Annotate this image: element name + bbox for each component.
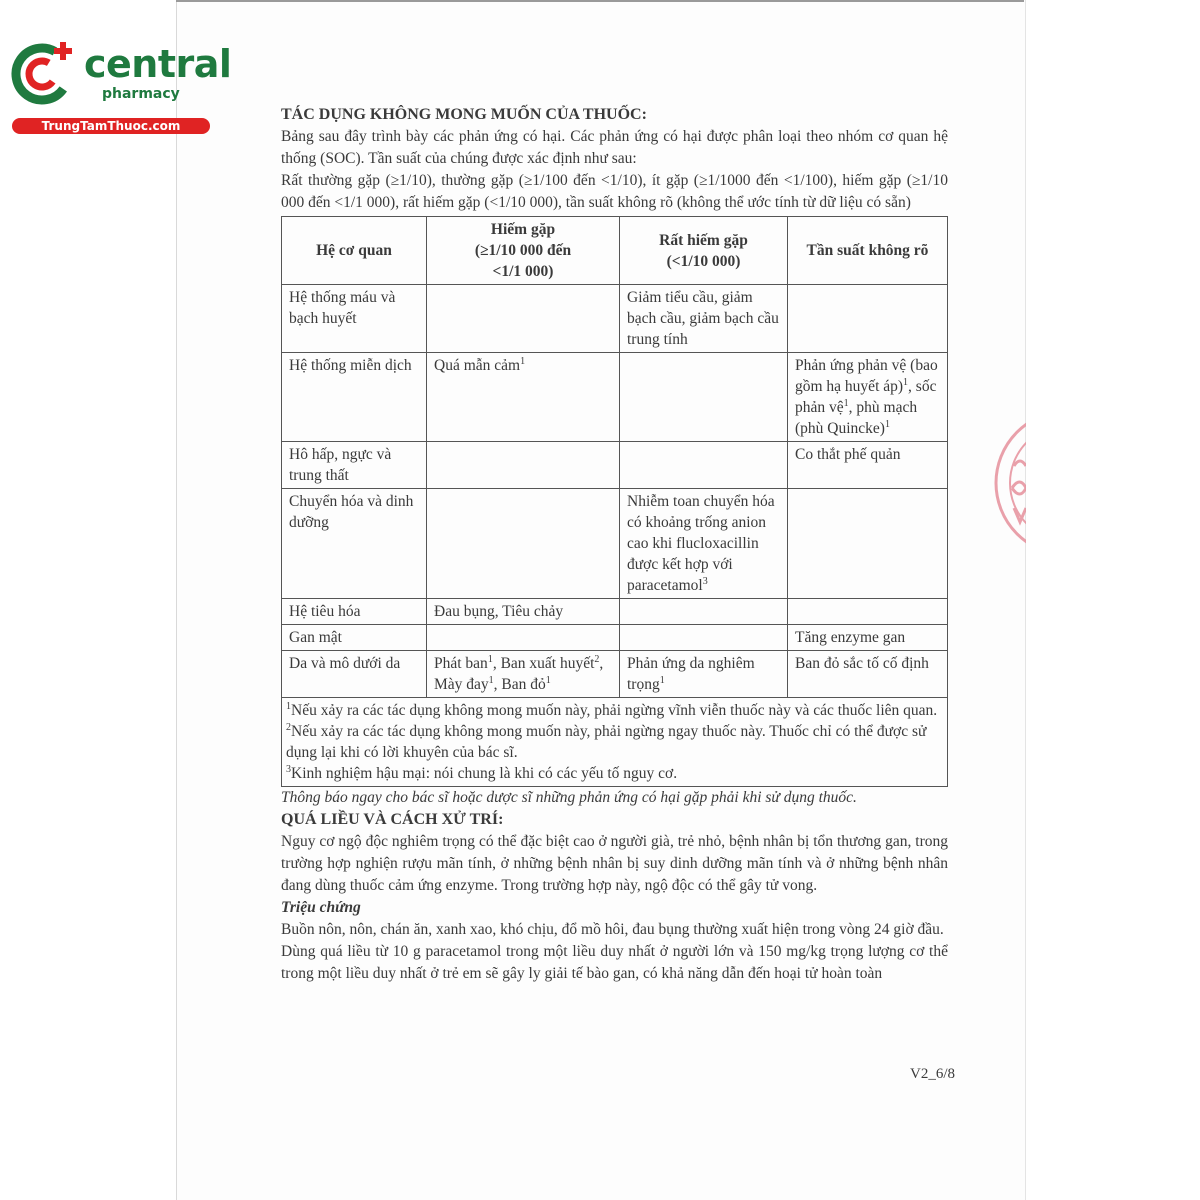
cell-unknown: Tăng enzyme gan xyxy=(788,625,948,651)
logo-brand-text: central xyxy=(84,42,232,86)
cell-very-rare: Giảm tiểu cầu, giảm bạch cầu, giảm bạch cầu trung tính xyxy=(620,285,788,353)
table-header-row xyxy=(282,217,948,285)
cell-very-rare: Nhiễm toan chuyển hóa có khoảng trống anion cao khi flucloxacillin được kết hợp với paracetamol$^3$ xyxy=(620,489,788,599)
page-top-edge xyxy=(176,0,1024,2)
page-number: V2_6/8 xyxy=(910,1066,955,1082)
table-row xyxy=(282,625,948,651)
cell-organ: Hệ thống máu và bạch huyết xyxy=(282,285,427,353)
document-content xyxy=(281,104,948,985)
symptoms-title: Triệu chứng xyxy=(281,899,361,916)
cell-organ: Da và mô dưới da xyxy=(282,651,427,698)
pharmacy-cross-logo-icon xyxy=(10,38,80,108)
cell-rare xyxy=(427,489,620,599)
intro-paragraph: Bảng sau đây trình bày các phản ứng có hại. Các phản ứng có hại được phân loại theo nhóm cơ quan hệ thống (SOC). Tần suất của chúng được xác định như sau: xyxy=(281,128,948,167)
cell-organ: Hệ thống miễn dịch xyxy=(282,353,427,442)
table-row xyxy=(282,353,948,442)
section-title-overdose: QUÁ LIỀU VÀ CÁCH XỬ TRÍ: xyxy=(281,811,504,828)
footnote-2: $^2$Nếu xảy ra các tác dụng không mong muốn này, phải ngừng ngay thuốc này. Thuốc chỉ có thể được sử dụng lại khi có lời khuyên của bác sĩ. xyxy=(286,721,927,761)
cell-organ: Gan mật xyxy=(282,625,427,651)
table-row xyxy=(282,285,948,353)
footnotes-cell xyxy=(282,698,948,787)
table-row xyxy=(282,651,948,698)
cell-rare xyxy=(427,285,620,353)
footnote-3: $^3$Kinh nghiệm hậu mại: nói chung là khi có các yếu tố nguy cơ. xyxy=(286,763,678,782)
footnote-1: $^1$Nếu xảy ra các tác dụng không mong muốn này, phải ngừng vĩnh viễn thuốc này và các thuốc liên quan. xyxy=(286,700,938,719)
header-very-rare: Rất hiếm gặp (<1/10 000) xyxy=(620,217,788,285)
cell-very-rare: Phản ứng da nghiêm trọng$^1$ xyxy=(620,651,788,698)
cell-very-rare xyxy=(620,599,788,625)
cell-very-rare xyxy=(620,442,788,489)
section-title-side-effects: TÁC DỤNG KHÔNG MONG MUỐN CỦA THUỐC: xyxy=(281,106,647,123)
cell-unknown: Ban đỏ sắc tố cố định xyxy=(788,651,948,698)
cell-rare: Quá mẫn cảm$^1$ xyxy=(427,353,620,442)
central-pharmacy-logo[interactable] xyxy=(10,38,232,138)
red-stamp-icon xyxy=(990,408,1026,558)
cell-rare xyxy=(427,442,620,489)
table-row xyxy=(282,442,948,489)
header-unknown: Tần suất không rõ xyxy=(788,217,948,285)
logo-sub-text: pharmacy xyxy=(102,86,180,102)
cell-unknown xyxy=(788,285,948,353)
header-organ: Hệ cơ quan xyxy=(282,217,427,285)
logo-url-banner[interactable]: TrungTamThuoc.com xyxy=(12,118,210,134)
cell-very-rare xyxy=(620,353,788,442)
overdose-paragraph: Nguy cơ ngộ độc nghiêm trọng có thể đặc biệt cao ở người già, trẻ nhỏ, bệnh nhân bị tổn thương gan, trong trường hợp nghiện rượu mãn tính, ở những bệnh nhân bị suy dinh dưỡng mãn tính và ở những bệnh nhân đang dùng thuốc cảm ứng enzyme. Trong trường hợp này, ngộ độc có thể gây tử vong. xyxy=(281,833,948,894)
cell-rare: Đau bụng, Tiêu chảy xyxy=(427,599,620,625)
cell-very-rare xyxy=(620,625,788,651)
cell-unknown xyxy=(788,489,948,599)
symptoms-paragraph-1: Buồn nôn, nôn, chán ăn, xanh xao, khó chịu, đổ mồ hôi, đau bụng thường xuất hiện trong vòng 24 giờ đầu. xyxy=(281,921,944,938)
cell-rare xyxy=(427,625,620,651)
cell-unknown: Phản ứng phản vệ (bao gồm hạ huyết áp)$^1$, sốc phản vệ$^1$, phù mạch (phù Quincke)$^1$ xyxy=(788,353,948,442)
cell-unknown xyxy=(788,599,948,625)
cell-organ: Hô hấp, ngực và trung thất xyxy=(282,442,427,489)
cell-organ: Chuyển hóa và dinh dưỡng xyxy=(282,489,427,599)
frequency-definitions: Rất thường gặp (≥1/10), thường gặp (≥1/100 đến <1/10), ít gặp (≥1/1000 đến <1/100), hiếm gặp (≥1/10 000 đến <1/1 000), rất hiếm gặp (<1/10 000), tần suất không rõ (không thể ước tính từ dữ liệu có sẵn) xyxy=(281,172,948,211)
cell-organ: Hệ tiêu hóa xyxy=(282,599,427,625)
table-row xyxy=(282,489,948,599)
header-rare: Hiếm gặp (≥1/10 000 đến <1/1 000) xyxy=(427,217,620,285)
symptoms-paragraph-2: Dùng quá liều từ 10 g paracetamol trong một liều duy nhất ở người lớn và 150 mg/kg trọng lượng cơ thể trong một liều duy nhất ở trẻ em sẽ gây ly giải tế bào gan, có khả năng dẫn đến hoại tử hoàn toàn xyxy=(281,943,948,982)
cell-rare: Phát ban$^1$, Ban xuất huyết$^2$, Mày đay$^1$, Ban đỏ$^1$ xyxy=(427,651,620,698)
adverse-reactions-table xyxy=(281,216,948,787)
footnotes-row xyxy=(282,698,948,787)
report-notice: Thông báo ngay cho bác sĩ hoặc dược sĩ những phản ứng có hại gặp phải khi sử dụng thuốc. xyxy=(281,789,857,806)
cell-unknown: Co thắt phế quản xyxy=(788,442,948,489)
table-row xyxy=(282,599,948,625)
